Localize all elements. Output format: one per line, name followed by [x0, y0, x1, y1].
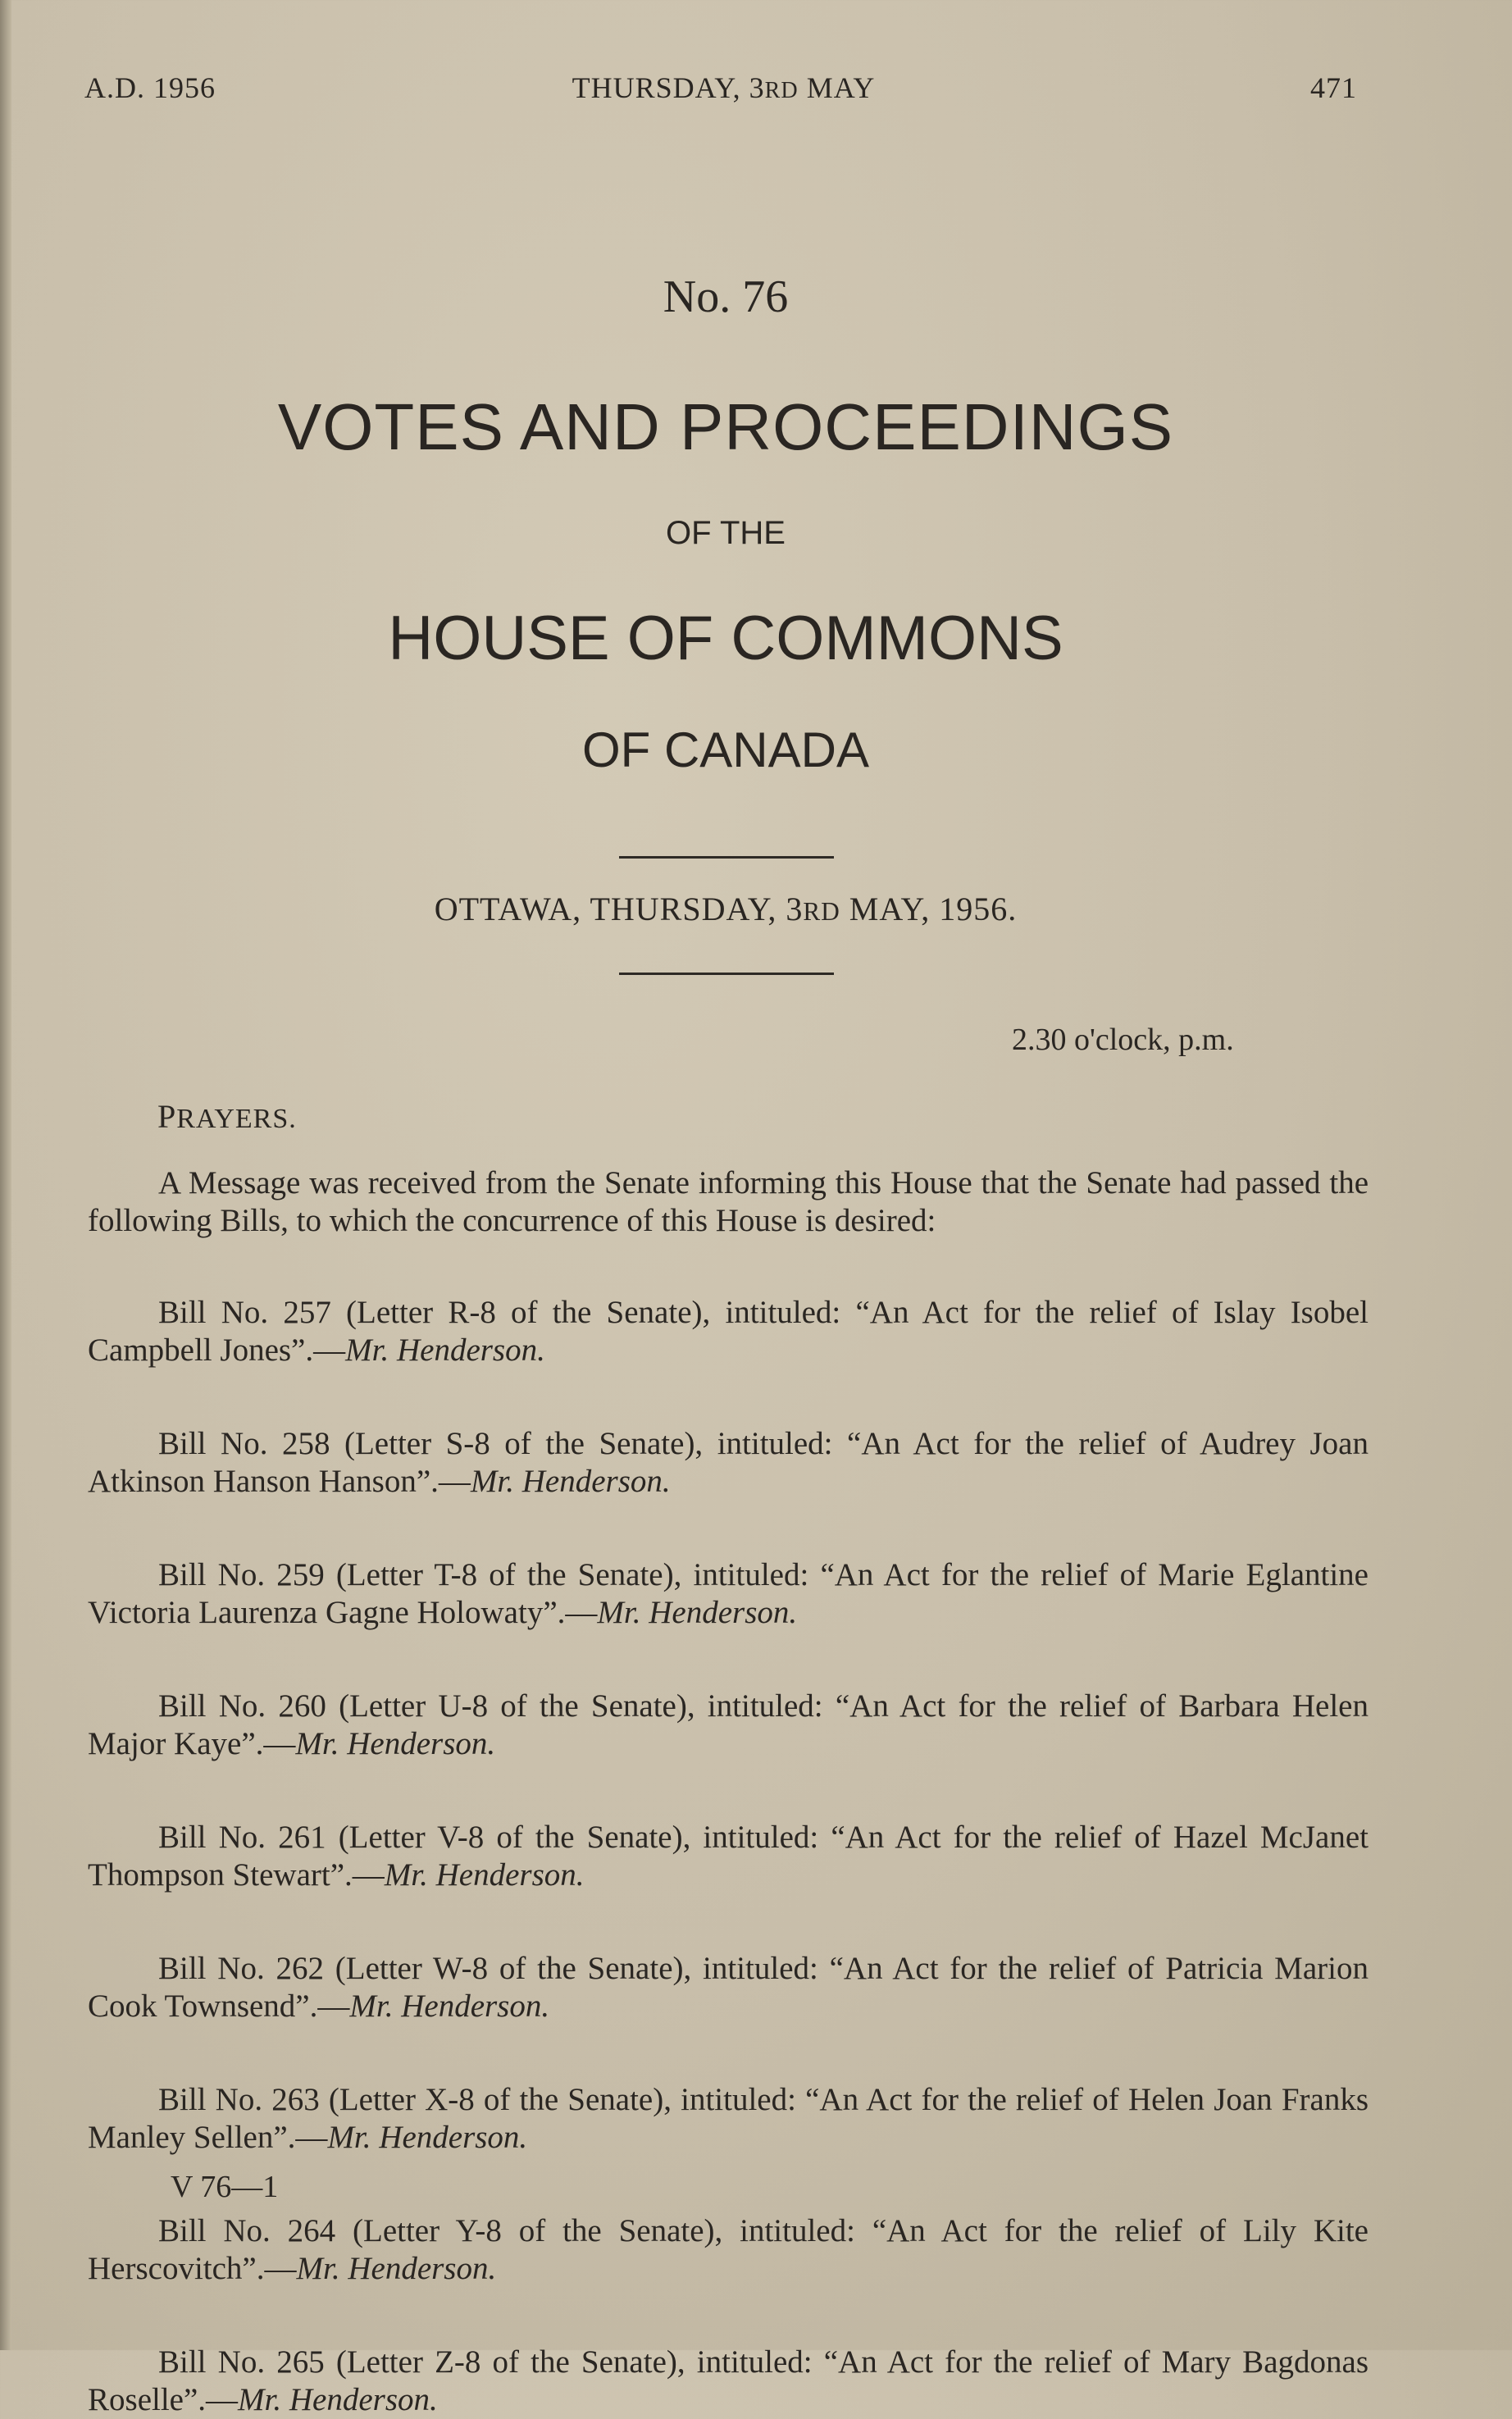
senate-message-text: A Message was received from the Senate informing this House that the Senate had passed the following Bills, to which the concurrence of this House is desired: — [88, 1165, 1369, 1238]
bill-sponsor: Mr. Henderson. — [349, 1988, 550, 2024]
prayers-rest: RAYERS. — [176, 1104, 297, 1134]
dateline-ordinal: RD — [803, 897, 840, 926]
bill-sponsor: Mr. Henderson. — [345, 1332, 545, 1368]
page-edge — [0, 0, 11, 2350]
running-head-date-main: THURSDAY, 3 — [572, 71, 765, 104]
bill-entry — [88, 1425, 1369, 1501]
bill-entry — [88, 1556, 1369, 1632]
bill-sponsor: Mr. Henderson. — [296, 2251, 497, 2286]
bill-text: Bill No. 262 (Letter W-8 of the Senate), intituled: “An Act for the relief of Patricia Marion Cook Townsend”.— — [88, 1951, 1369, 2024]
dateline-main: OTTAWA, THURSDAY, 3 — [434, 891, 804, 927]
bill-entry — [88, 2081, 1369, 2157]
bill-sponsor: Mr. Henderson. — [384, 1857, 585, 1893]
bill-text: Bill No. 263 (Letter X-8 of the Senate), intituled: “An Act for the relief of Helen Joan Franks Manley Sellen”.— — [88, 2082, 1369, 2155]
running-head-date-ordinal: RD — [764, 78, 799, 103]
bill-text: Bill No. 261 (Letter V-8 of the Senate), intituled: “An Act for the relief of Hazel McJanet Thompson Stewart”.— — [88, 1820, 1369, 1893]
sitting-time: 2.30 o'clock, p.m. — [1012, 1023, 1234, 1057]
bill-sponsor: Mr. Henderson. — [597, 1595, 798, 1630]
running-head-year: A.D. 1956 — [84, 71, 216, 104]
prayers-initial: P — [157, 1098, 177, 1135]
signature-mark: V 76—1 — [171, 2170, 279, 2204]
bill-text: Bill No. 257 (Letter R-8 of the Senate), intituled: “An Act for the relief of Islay Isobel Campbell Jones”.— — [88, 1295, 1369, 1368]
bill-entry — [88, 2344, 1369, 2419]
issue-number: No. 76 — [663, 271, 789, 322]
bill-text: Bill No. 265 (Letter Z-8 of the Senate), intituled: “An Act for the relief of Mary Bagdonas Roselle”.— — [88, 2344, 1369, 2417]
bill-text: Bill No. 258 (Letter S-8 of the Senate), intituled: “An Act for the relief of Audrey Joan Atkinson Hanson Hanson”.— — [88, 1426, 1369, 1499]
prayers-heading — [157, 1097, 297, 1136]
title-votes-and-proceedings: VOTES AND PROCEEDINGS — [277, 390, 1174, 463]
bill-sponsor: Mr. Henderson. — [470, 1464, 671, 1499]
bills-list — [88, 1294, 1369, 2419]
running-head-date — [0, 71, 1447, 105]
senate-message — [88, 1164, 1369, 1240]
bill-sponsor: Mr. Henderson. — [295, 1726, 496, 1761]
bill-entry — [88, 2212, 1369, 2288]
bill-text: Bill No. 260 (Letter U-8 of the Senate), intituled: “An Act for the relief of Barbara Helen Major Kaye”.— — [88, 1688, 1369, 1761]
bill-text: Bill No. 264 (Letter Y-8 of the Senate), intituled: “An Act for the relief of Lily Kite Herscovitch”.— — [88, 2213, 1369, 2286]
dateline-rest: MAY, 1956. — [840, 891, 1018, 927]
title-house-of-commons: HOUSE OF COMMONS — [388, 604, 1063, 673]
bill-sponsor: Mr. Henderson. — [327, 2120, 528, 2155]
bill-entry — [88, 1688, 1369, 1763]
title-of-the: OF THE — [666, 515, 786, 551]
divider-bottom — [619, 973, 834, 975]
divider-top — [619, 856, 834, 859]
bill-entry — [88, 1950, 1369, 2025]
page-number: 471 — [1310, 71, 1357, 104]
bill-text: Bill No. 259 (Letter T-8 of the Senate), intituled: “An Act for the relief of Marie Eglantine Victoria Laurenza Gagne Holowaty”.— — [88, 1557, 1369, 1630]
bill-entry — [88, 1294, 1369, 1369]
dateline — [0, 890, 1451, 928]
running-head-date-month: MAY — [798, 71, 876, 104]
bill-sponsor: Mr. Henderson. — [238, 2382, 438, 2417]
title-of-canada: OF CANADA — [581, 722, 870, 777]
bill-entry — [88, 1819, 1369, 1894]
